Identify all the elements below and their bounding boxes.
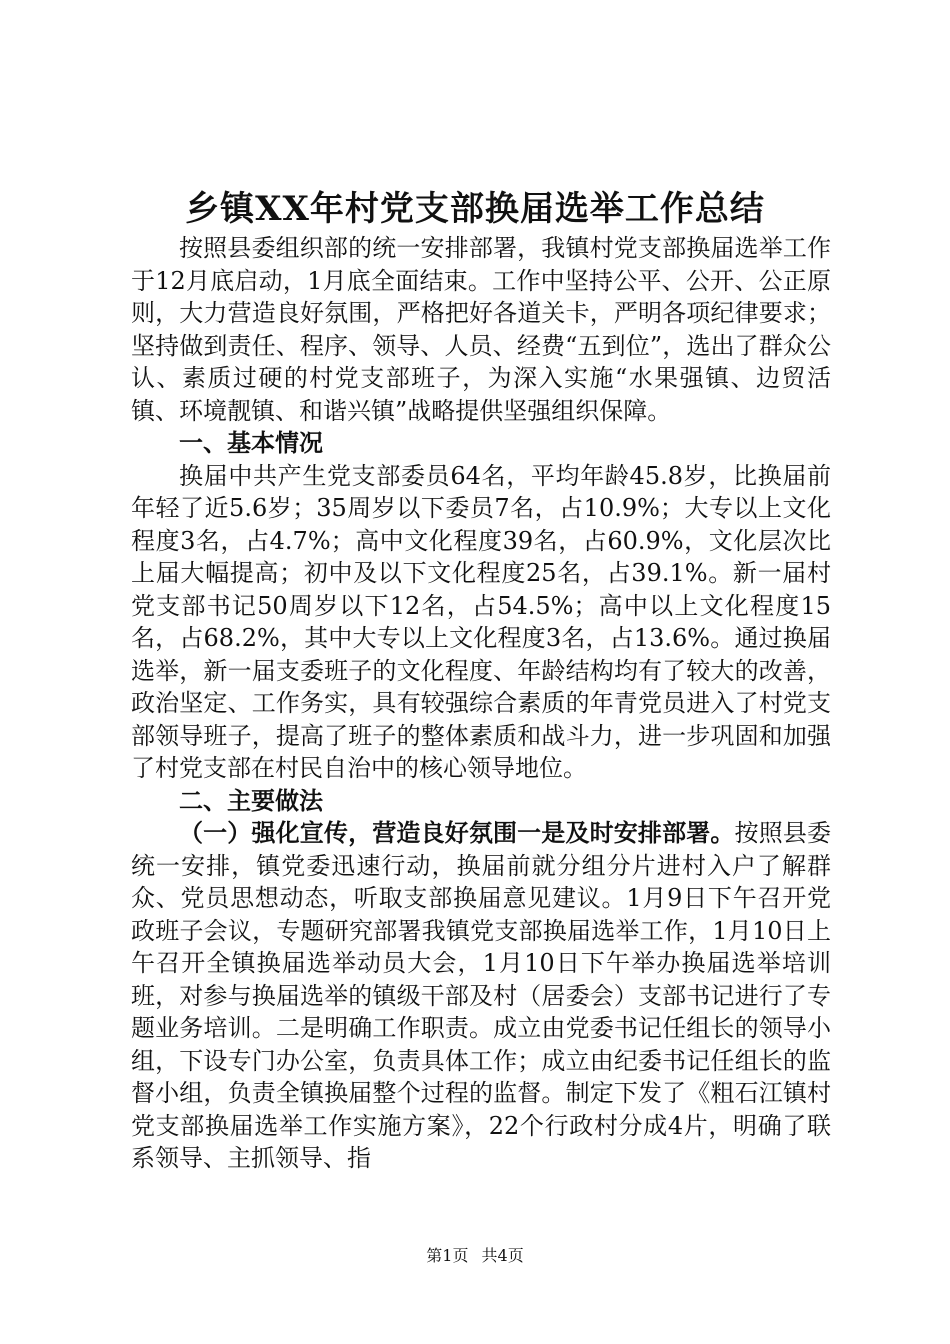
document-body: [131, 232, 831, 1175]
document-title: 乡镇XX年村党支部换届选举工作总结: [185, 189, 765, 229]
page-number: 第1页: [426, 1246, 469, 1265]
intro-paragraph: 按照县委组织部的统一安排部署，我镇村党支部换届选举工作于12月底启动，1月底全面结束。工作中坚持公平、公开、公正原则，大力营造良好氛围，严格把好各道关卡，严明各项纪律要求；坚持做到责任、程序、领导、人员、经费“五到位”，选出了群众公认、素质过硬的村党支部班子，为深入实施“水果强镇、边贸活镇、环境靓镇、和谐兴镇”战略提供坚强组织保障。: [131, 234, 831, 425]
page-footer: [0, 1245, 950, 1267]
page-total: 共4页: [481, 1246, 524, 1265]
subsection-lead: （一）强化宣传，营造良好氛围一是及时安排部署。: [179, 818, 735, 847]
subsection-text: 按照县委统一安排，镇党委迅速行动，换届前就分组分片进村入户了解群众、党员思想动态，听取支部换届意见建议。1月9日下午召开党政班子会议，专题研究部署我镇党支部换届选举工作，1月10日上午召开全镇换届选举动员大会，1月10日下午举办换届选举培训班，对参与换届选举的镇级干部及村（居委会）支部书记进行了专题业务培训。二是明确工作职责。成立由党委书记任组长的领导小组，下设专门办公室，负责具体工作；成立由纪委书记任组长的监督小组，负责全镇换届整个过程的监督。制定下发了《粗石江镇村党支部换届选举工作实施方案》，22个行政村分成4片，明确了联系领导、主抓领导、指: [131, 819, 832, 1172]
basic-situation-paragraph: 换届中共产生党支部委员64名，平均年龄45.8岁，比换届前年轻了近5.6岁；35周岁以下委员7名，占10.9%；大专以上文化程度3名，占4.7%；高中文化程度39名，占60.9%，文化层次比上届大幅提高；初中及以下文化程度25名，占39.1%。新一届村党支部书记50周岁以下12名，占54.5%；高中以上文化程度15名，占68.2%，其中大专以上文化程度3名，占13.6%。通过换届选举，新一届支委班子的文化程度、年龄结构均有了较大的改善，政治坚定、工作务实，具有较强综合素质的年青党员进入了村党支部领导班子，提高了班子的整体素质和战斗力，进一步巩固和加强了村党支部在村民自治中的核心领导地位。: [131, 461, 831, 782]
section-heading-main-practices: 二、主要做法: [179, 785, 323, 815]
section-heading-basic-situation: 一、基本情况: [179, 428, 323, 457]
main-practices-paragraph: [131, 817, 831, 1175]
